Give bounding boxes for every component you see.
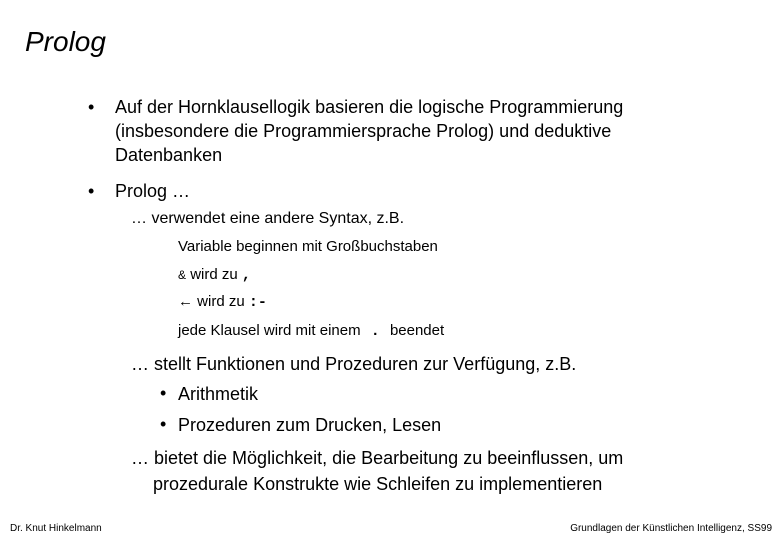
bullet-1-line-3: Datenbanken (115, 145, 223, 165)
slide-title: Prolog (25, 26, 106, 57)
syntax-and-rule (178, 266, 251, 284)
implication-rule-target: :- (248, 294, 267, 311)
bullet-1-line-1: Auf der Hornklausellogik basieren die logische Programmierung (115, 97, 624, 117)
bullet-icon: • (88, 181, 95, 201)
bullet-1-text (115, 95, 623, 167)
implication-rule-text: wird zu (197, 293, 245, 310)
footer-author: Dr. Knut Hinkelmann (10, 523, 102, 534)
bullet-icon: • (88, 97, 95, 117)
and-rule-target: , (241, 267, 251, 284)
clause-rule-text: jede Klausel wird mit einem (178, 322, 361, 339)
clause-dot: . (370, 323, 380, 340)
footer-course: Grundlagen der Künstlichen Intelligenz, SS99 (570, 523, 772, 534)
implication-symbol: ← (178, 293, 193, 310)
syntax-clause-rule (178, 322, 444, 340)
syntax-implication-rule (178, 293, 267, 311)
bullet-2-text: Prolog … (115, 181, 191, 201)
sub-functions-heading: … stellt Funktionen und Prozeduren zur Verfügung, z.B. (131, 354, 577, 374)
list-item-prozeduren: Prozeduren zum Drucken, Lesen (178, 415, 442, 435)
sub-syntax-heading: … verwendet eine andere Syntax, z.B. (131, 210, 405, 227)
clause-rule-end: beendet (389, 322, 445, 339)
sub-control-line-2: prozedurale Konstrukte wie Schleifen zu implementieren (153, 474, 603, 494)
sub-control-line-1: … bietet die Möglichkeit, die Bearbeitung zu beeinflussen, um (131, 448, 624, 468)
syntax-variable-rule: Variable beginnen mit Großbuchstaben (178, 238, 438, 255)
bullet-icon: • (160, 414, 167, 434)
bullet-1-line-2: (insbesondere die Programmiersprache Prolog) und deduktive (115, 121, 612, 141)
list-item-arithmetik: Arithmetik (178, 384, 259, 404)
and-symbol: & (178, 268, 187, 282)
bullet-icon: • (160, 383, 167, 403)
and-rule-text: wird zu (190, 266, 238, 283)
